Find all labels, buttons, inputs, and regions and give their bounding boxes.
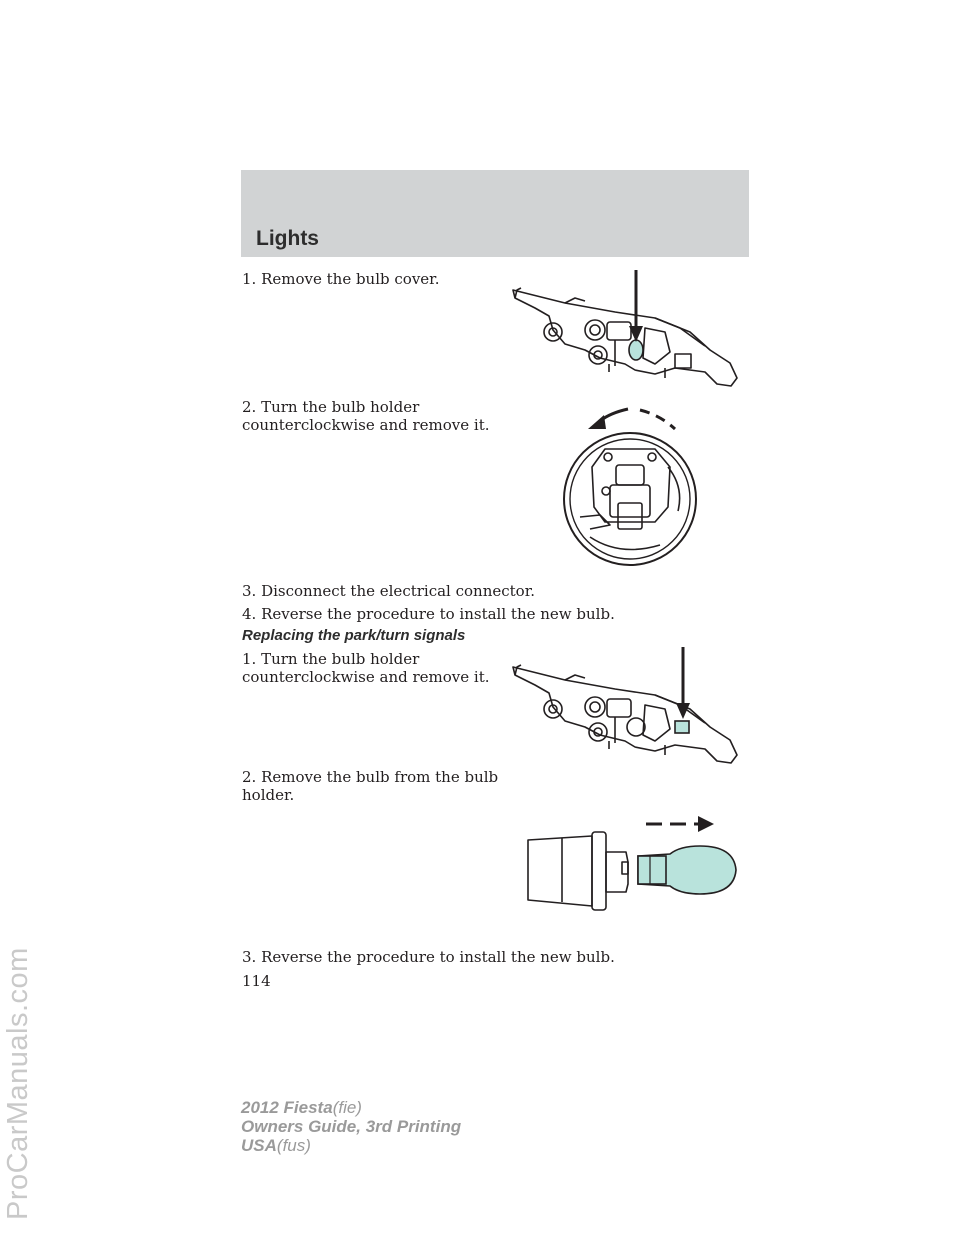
park-step-1-line-2: counterclockwise and remove it. xyxy=(242,668,490,686)
step-4-text: 4. Reverse the procedure to install the new bulb. xyxy=(242,605,615,623)
footer-model: 2012 Fiesta xyxy=(241,1098,333,1117)
park-step-3-text: 3. Reverse the procedure to install the new bulb. xyxy=(242,948,615,966)
park-step-2-line-1: 2. Remove the bulb from the bulb xyxy=(242,768,499,786)
bulb-removal-illustration xyxy=(520,812,740,912)
section-header xyxy=(241,170,749,257)
footer-line-1 xyxy=(241,1098,461,1117)
park-turn-assembly-illustration xyxy=(505,645,750,767)
step-1-text: 1. Remove the bulb cover. xyxy=(242,270,440,288)
section-title: Lights xyxy=(256,227,319,250)
step-3-text: 3. Disconnect the electrical connector. xyxy=(242,582,535,600)
watermark-text: ProCarManuals.com xyxy=(2,947,34,1220)
step-2-line-2: counterclockwise and remove it. xyxy=(242,416,490,434)
document-footer xyxy=(241,1098,461,1155)
headlamp-assembly-illustration xyxy=(505,268,750,390)
bulb-holder-rotate-illustration xyxy=(560,407,700,567)
footer-region-code: (fus) xyxy=(276,1136,311,1155)
footer-line-3 xyxy=(241,1136,461,1155)
park-step-1-text xyxy=(242,650,490,686)
park-step-2-text xyxy=(242,768,498,804)
footer-model-code: (fie) xyxy=(332,1098,362,1117)
park-turn-subheading: Replacing the park/turn signals xyxy=(242,627,466,644)
step-2-line-1: 2. Turn the bulb holder xyxy=(242,398,420,416)
footer-region: USA xyxy=(241,1136,277,1155)
park-step-2-line-2: holder. xyxy=(242,786,295,804)
park-step-1-line-1: 1. Turn the bulb holder xyxy=(242,650,420,668)
page-number: 114 xyxy=(242,972,271,990)
step-2-text xyxy=(242,398,490,434)
footer-line-2: Owners Guide, 3rd Printing xyxy=(241,1117,462,1136)
